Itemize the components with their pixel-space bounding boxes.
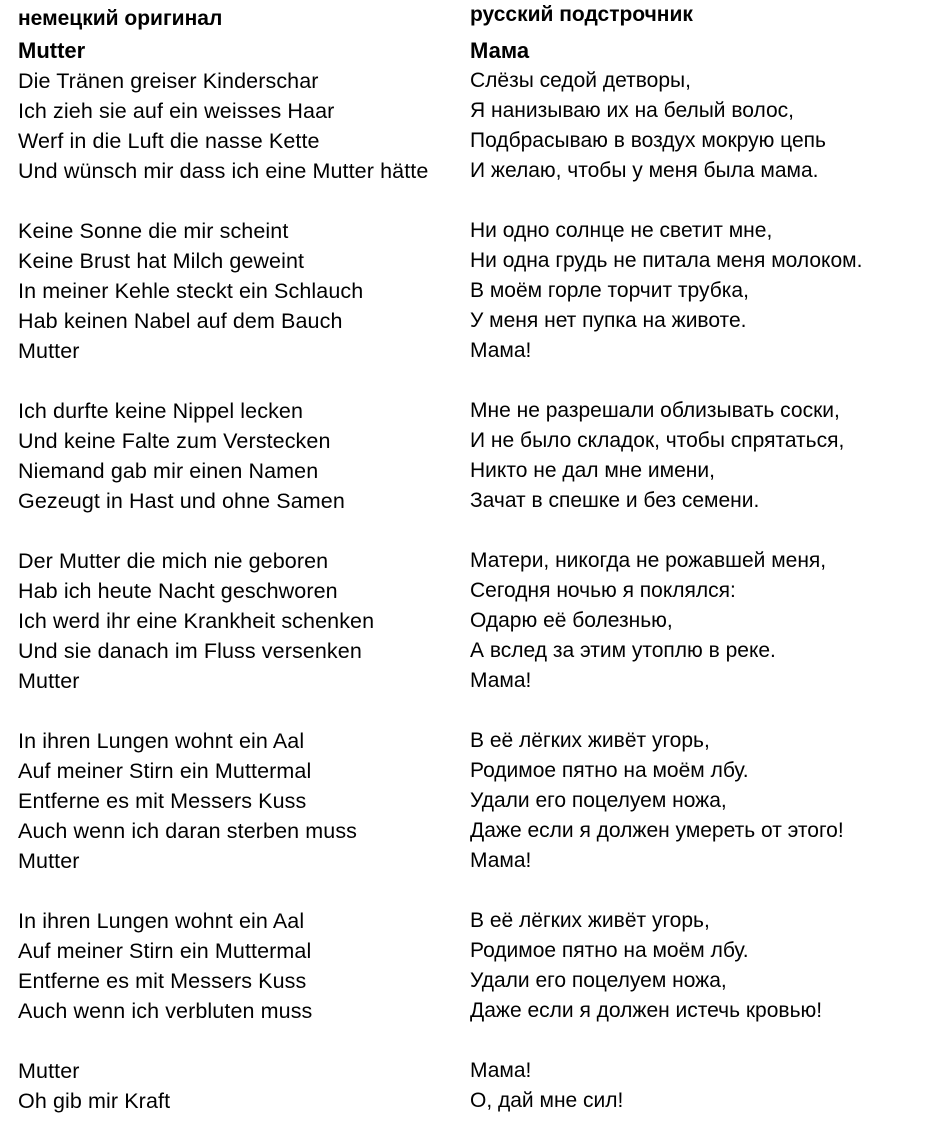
russian-poem-line: Мама! (470, 1059, 532, 1082)
russian-poem-line: Мне не разрешали облизывать соски, (470, 399, 840, 422)
german-poem-line: Mutter (18, 669, 80, 693)
russian-stanza-break (470, 366, 862, 396)
russian-poem-line: Мама! (470, 339, 532, 362)
german-poem-line: Keine Brust hat Milch geweint (18, 249, 305, 273)
russian-poem-line: Ни одно солнце не светит мне, (470, 219, 773, 242)
german-poem-line: Entferne es mit Messers Kuss (18, 969, 307, 993)
russian-poem-line: В её лёгких живёт угорь, (470, 909, 710, 932)
german-poem-line: Mutter (18, 1059, 80, 1083)
german-poem-line: Oh gib mir Kraft (18, 1089, 171, 1113)
russian-poem-line: И не было складок, чтобы спрятаться, (470, 429, 845, 452)
german-column-header: немецкий оригинал (18, 7, 223, 30)
german-poem-line: Auf meiner Stirn ein Muttermal (18, 939, 312, 963)
german-poem-line: Ich zieh sie auf ein weisses Haar (18, 99, 335, 123)
german-poem-line: Der Mutter die mich nie geboren (18, 549, 329, 573)
german-poem-line: Die Tränen greiser Kinderschar (18, 69, 319, 93)
russian-poem-line: Даже если я должен умереть от этого! (470, 819, 844, 842)
german-poem-line: Auch wenn ich daran sterben muss (18, 819, 358, 843)
russian-poem-line: В её лёгких живёт угорь, (470, 729, 710, 752)
german-poem-line: Werf in die Luft die nasse Kette (18, 129, 320, 153)
german-poem-line: Auf meiner Stirn ein Muttermal (18, 759, 312, 783)
german-poem-line: In meiner Kehle steckt ein Schlauch (18, 279, 364, 303)
russian-poem-line: Удали его поцелуем ножа, (470, 789, 727, 812)
german-stanza-break (18, 366, 428, 396)
german-poem-line: Und sie danach im Fluss versenken (18, 639, 362, 663)
russian-poem-line: Мама! (470, 849, 532, 872)
german-stanza-break (18, 516, 428, 546)
russian-stanza-break (470, 516, 862, 546)
russian-poem-line: Сегодня ночью я поклялся: (470, 579, 736, 602)
german-poem-line: Auch wenn ich verbluten muss (18, 999, 313, 1023)
russian-poem-line: В моём горле торчит трубка, (470, 279, 749, 302)
german-poem-line: Hab keinen Nabel auf dem Bauch (18, 309, 343, 333)
russian-poem-line: А вслед за этим утоплю в реке. (470, 639, 776, 662)
german-poem-line: In ihren Lungen wohnt ein Aal (18, 729, 305, 753)
russian-poem-line: Подбрасываю в воздух мокрую цепь (470, 129, 826, 152)
german-stanza-break (18, 876, 428, 906)
russian-poem-line: О, дай мне сил! (470, 1089, 624, 1112)
german-poem-line: In ihren Lungen wohnt ein Aal (18, 909, 305, 933)
russian-poem-line: Родимое пятно на моём лбу. (470, 759, 749, 782)
german-poem-line: Hab ich heute Nacht geschworen (18, 579, 338, 603)
russian-poem-line: У меня нет пупка на животе. (470, 309, 747, 332)
german-poem-lines (18, 66, 428, 1116)
german-poem-line: Und keine Falte zum Verstecken (18, 429, 331, 453)
russian-poem-line: Слёзы седой детворы, (470, 69, 691, 92)
russian-stanza-break (470, 876, 862, 906)
russian-poem-line: Родимое пятно на моём лбу. (470, 939, 749, 962)
russian-stanza-break (470, 696, 862, 726)
german-poem-title: Mutter (18, 38, 86, 63)
german-poem-line: Keine Sonne die mir scheint (18, 219, 289, 243)
russian-stanza-break (470, 1026, 862, 1056)
german-poem-line: Gezeugt in Hast und ohne Samen (18, 489, 345, 513)
german-stanza-break (18, 696, 428, 726)
german-poem-line: Mutter (18, 339, 80, 363)
german-poem-line: Niemand gab mir einen Namen (18, 459, 319, 483)
german-poem-line: Entferne es mit Messers Kuss (18, 789, 307, 813)
german-stanza-break (18, 186, 428, 216)
german-poem-line: Und wünsch mir dass ich eine Mutter hätte (18, 159, 429, 183)
russian-poem-line: Даже если я должен истечь кровью! (470, 999, 823, 1022)
german-poem-line: Ich durfte keine Nippel lecken (18, 399, 304, 423)
russian-poem-line: Никто не дал мне имени, (470, 459, 715, 482)
russian-poem-title: Мама (470, 38, 530, 63)
russian-poem-line: Я нанизываю их на белый волос, (470, 99, 795, 122)
german-poem-line: Mutter (18, 849, 80, 873)
russian-stanza-break (470, 186, 862, 216)
russian-poem-line: Ни одна грудь не питала меня молоком. (470, 249, 863, 272)
russian-poem-line: Зачат в спешке и без семени. (470, 489, 760, 512)
german-poem-line: Ich werd ihr eine Krankheit schenken (18, 609, 375, 633)
russian-poem-line: Мама! (470, 669, 532, 692)
russian-poem-line: И желаю, чтобы у меня была мама. (470, 159, 819, 182)
russian-poem-lines (470, 66, 862, 1116)
russian-poem-line: Удали его поцелуем ножа, (470, 969, 727, 992)
russian-column-header: русский подстрочник (470, 3, 693, 26)
german-stanza-break (18, 1026, 428, 1056)
russian-poem-line: Матери, никогда не рожавшей меня, (470, 549, 827, 572)
russian-poem-line: Одарю её болезнью, (470, 609, 673, 632)
